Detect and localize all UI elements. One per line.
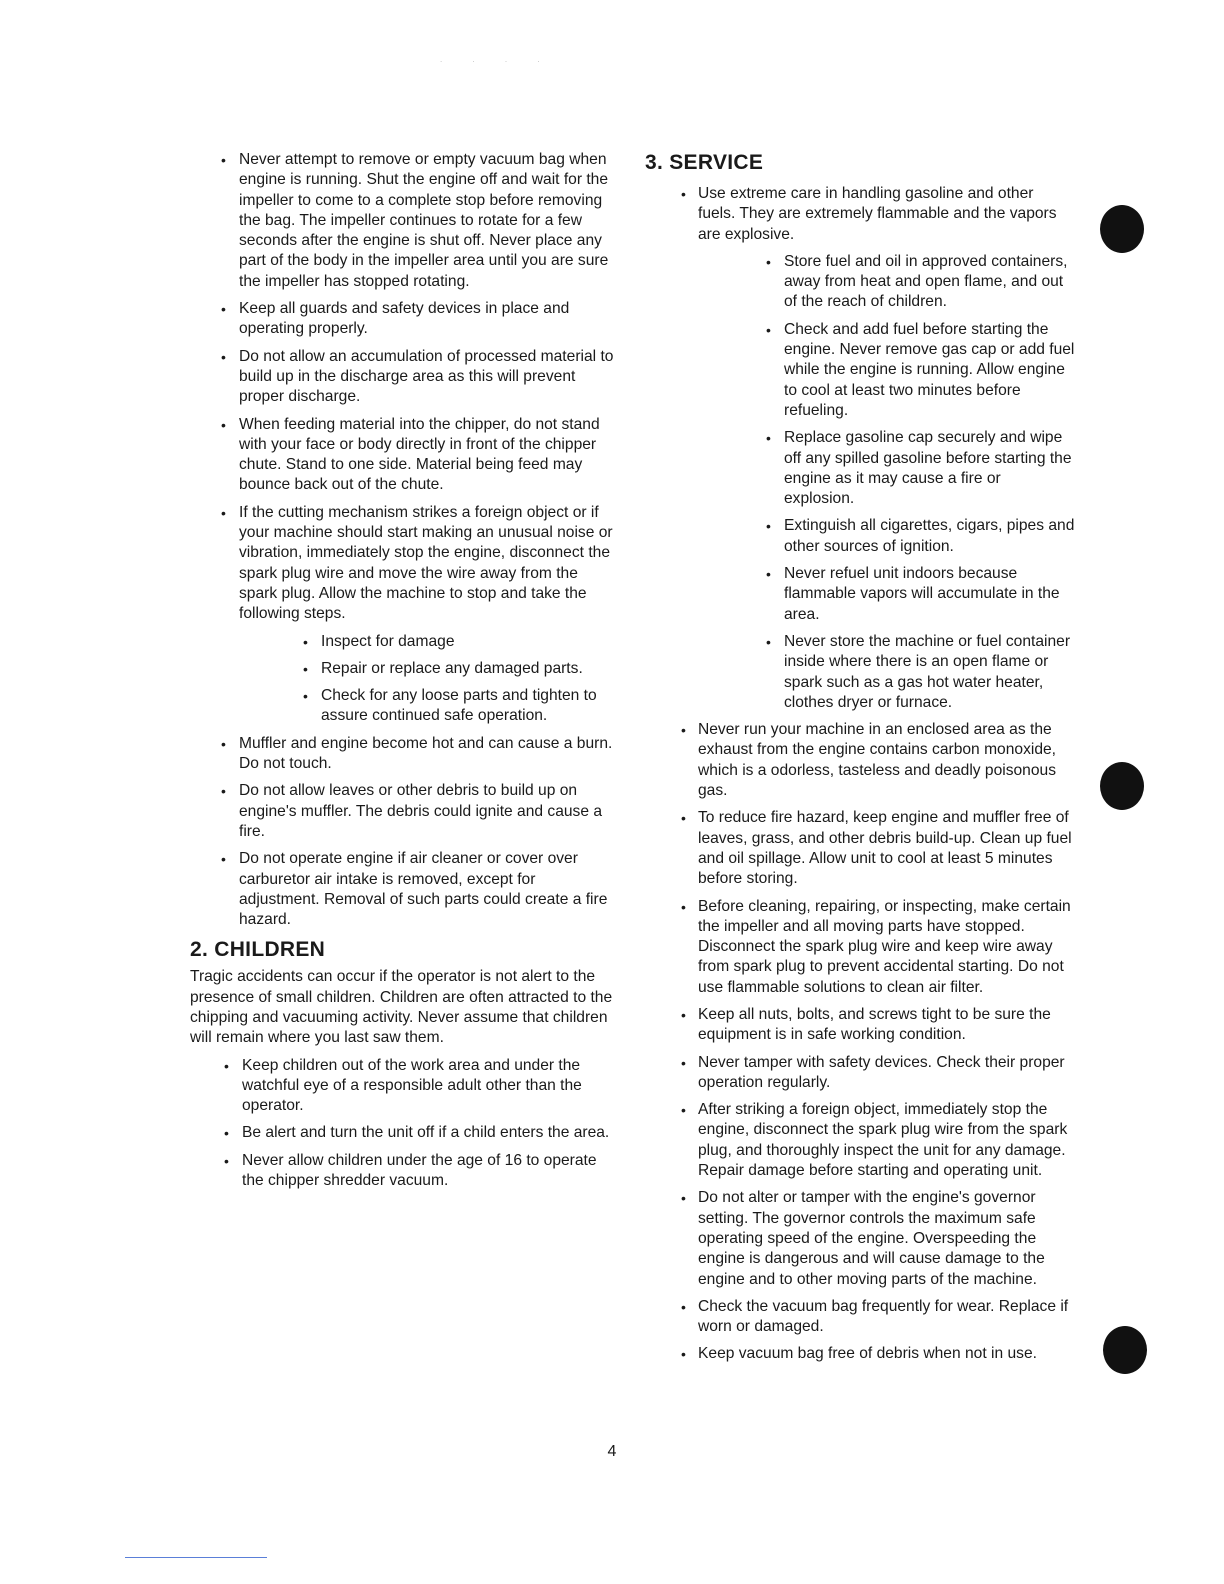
sub-item: • Store fuel and oil in approved containers, away from heat and open flame, and out of the reach of children. xyxy=(698,252,1075,313)
list-item: • After striking a foreign object, immediately stop the engine, disconnect the spark plug wire from the spark plug, and thoroughly inspect the unit for any damage. Repair damage before starting and operating unit. xyxy=(645,1100,1075,1181)
binder-hole-mark xyxy=(1103,1326,1147,1374)
list-item xyxy=(645,184,1075,713)
list-item: • Never attempt to remove or empty vacuum bag when engine is running. Shut the engine off and wait for the impeller to come to a complete stop before removing the bag. The impeller continues to rotate for a few seconds after the engine is shut off. Never place any part of the body in the impeller area until you are sure the impeller has stopped rotating. xyxy=(190,150,620,292)
service-heading: 3. SERVICE xyxy=(645,151,764,174)
children-heading: 2. CHILDREN xyxy=(190,938,326,962)
left-column xyxy=(190,150,620,1198)
binder-hole-mark xyxy=(1100,205,1144,253)
list-item: • Do not alter or tamper with the engine's governor setting. The governor controls the maximum safe operating speed of the engine. Overspeeding the engine is dangerous and will cause damage to the engine and to other moving parts of the machine. xyxy=(645,1188,1075,1289)
list-item: • To reduce fire hazard, keep engine and muffler free of leaves, grass, and other debris build-up. Clean up fuel and oil spillage. Allow unit to cool at least 5 minutes before storing. xyxy=(645,808,1075,889)
step-item: • Check for any loose parts and tighten to assure continued safe operation. xyxy=(239,686,620,727)
list-item: • Keep vacuum bag free of debris when not in use. xyxy=(645,1344,1075,1364)
sub-item: • Check and add fuel before starting the engine. Never remove gas cap or add fuel while the engine is running. Allow engine to cool at least two minutes before refueling. xyxy=(698,320,1075,421)
list-item: • Do not allow leaves or other debris to build up on engine's muffler. The debris could ignite and cause a fire. xyxy=(190,781,620,842)
list-item: • Check the vacuum bag frequently for wear. Replace if worn or damaged. xyxy=(645,1297,1075,1338)
page-number: 4 xyxy=(607,1443,617,1460)
scan-specks: . . . . xyxy=(440,55,554,64)
sub-item: • Replace gasoline cap securely and wipe off any spilled gasoline before starting the engine as it may cause a fire or explosion. xyxy=(698,428,1075,509)
fuel-sublist xyxy=(698,252,1075,713)
list-item: • Be alert and turn the unit off if a child enters the area. xyxy=(190,1123,620,1143)
list-item: • Keep children out of the work area and under the watchful eye of a responsible adult other than the operator. xyxy=(190,1056,620,1117)
right-column xyxy=(645,150,1075,1372)
children-list xyxy=(190,1056,620,1192)
binder-hole-mark xyxy=(1100,762,1144,810)
list-item xyxy=(190,503,620,727)
list-item-text: If the cutting mechanism strikes a foreign object or if your machine should start making an unusual noise or vibration, immediately stop the engine, disconnect the spark plug wire and move the wire away from the spark plug. Allow the machine to stop and take the following steps. xyxy=(239,503,613,623)
list-item: • Never allow children under the age of 16 to operate the chipper shredder vacuum. xyxy=(190,1151,620,1192)
service-list xyxy=(645,184,1075,1365)
list-item: • Do not operate engine if air cleaner or cover over carburetor air intake is removed, except for adjustment. Removal of such parts could create a fire hazard. xyxy=(190,849,620,930)
list-item: • When feeding material into the chipper, do not stand with your face or body directly in front of the chipper chute. Stand to one side. Material being feed may bounce back out of the chute. xyxy=(190,415,620,496)
step-item: • Repair or replace any damaged parts. xyxy=(239,659,620,679)
list-item: • Keep all nuts, bolts, and screws tight to be sure the equipment is in safe working condition. xyxy=(645,1005,1075,1046)
sub-item: • Extinguish all cigarettes, cigars, pipes and other sources of ignition. xyxy=(698,516,1075,557)
list-item: • Never tamper with safety devices. Check their proper operation regularly. xyxy=(645,1053,1075,1094)
list-item: • Do not allow an accumulation of processed material to build up in the discharge area as this will prevent proper discharge. xyxy=(190,347,620,408)
children-intro: Tragic accidents can occur if the operator is not alert to the presence of small children. Children are often attracted to the chipping and vacuuming activity. Never assume that children will remain where you last saw them. xyxy=(190,968,613,1047)
list-item-text: Use extreme care in handling gasoline and other fuels. They are extremely flammable and the vapors are explosive. xyxy=(698,185,1057,243)
sub-item: • Never refuel unit indoors because flammable vapors will accumulate in the area. xyxy=(698,564,1075,625)
sub-item: • Never store the machine or fuel container inside where there is an open flame or spark such as a gas hot water heater, clothes dryer or furnace. xyxy=(698,632,1075,713)
list-item: • Muffler and engine become hot and can cause a burn. Do not touch. xyxy=(190,734,620,775)
list-item: • Never run your machine in an enclosed area as the exhaust from the engine contains carbon monoxide, which is a odorless, tasteless and deadly poisonous gas. xyxy=(645,720,1075,801)
step-item: • Inspect for damage xyxy=(239,632,620,652)
steps-list xyxy=(239,632,620,727)
scan-edge-line xyxy=(125,1557,267,1558)
list-item: • Keep all guards and safety devices in place and operating properly. xyxy=(190,299,620,340)
safety-list xyxy=(190,150,620,930)
list-item: • Before cleaning, repairing, or inspecting, make certain the impeller and all moving parts have stopped. Disconnect the spark plug wire and keep wire away from spark plug to prevent accidental starting. Do not use flammable solutions to clean air filter. xyxy=(645,897,1075,998)
